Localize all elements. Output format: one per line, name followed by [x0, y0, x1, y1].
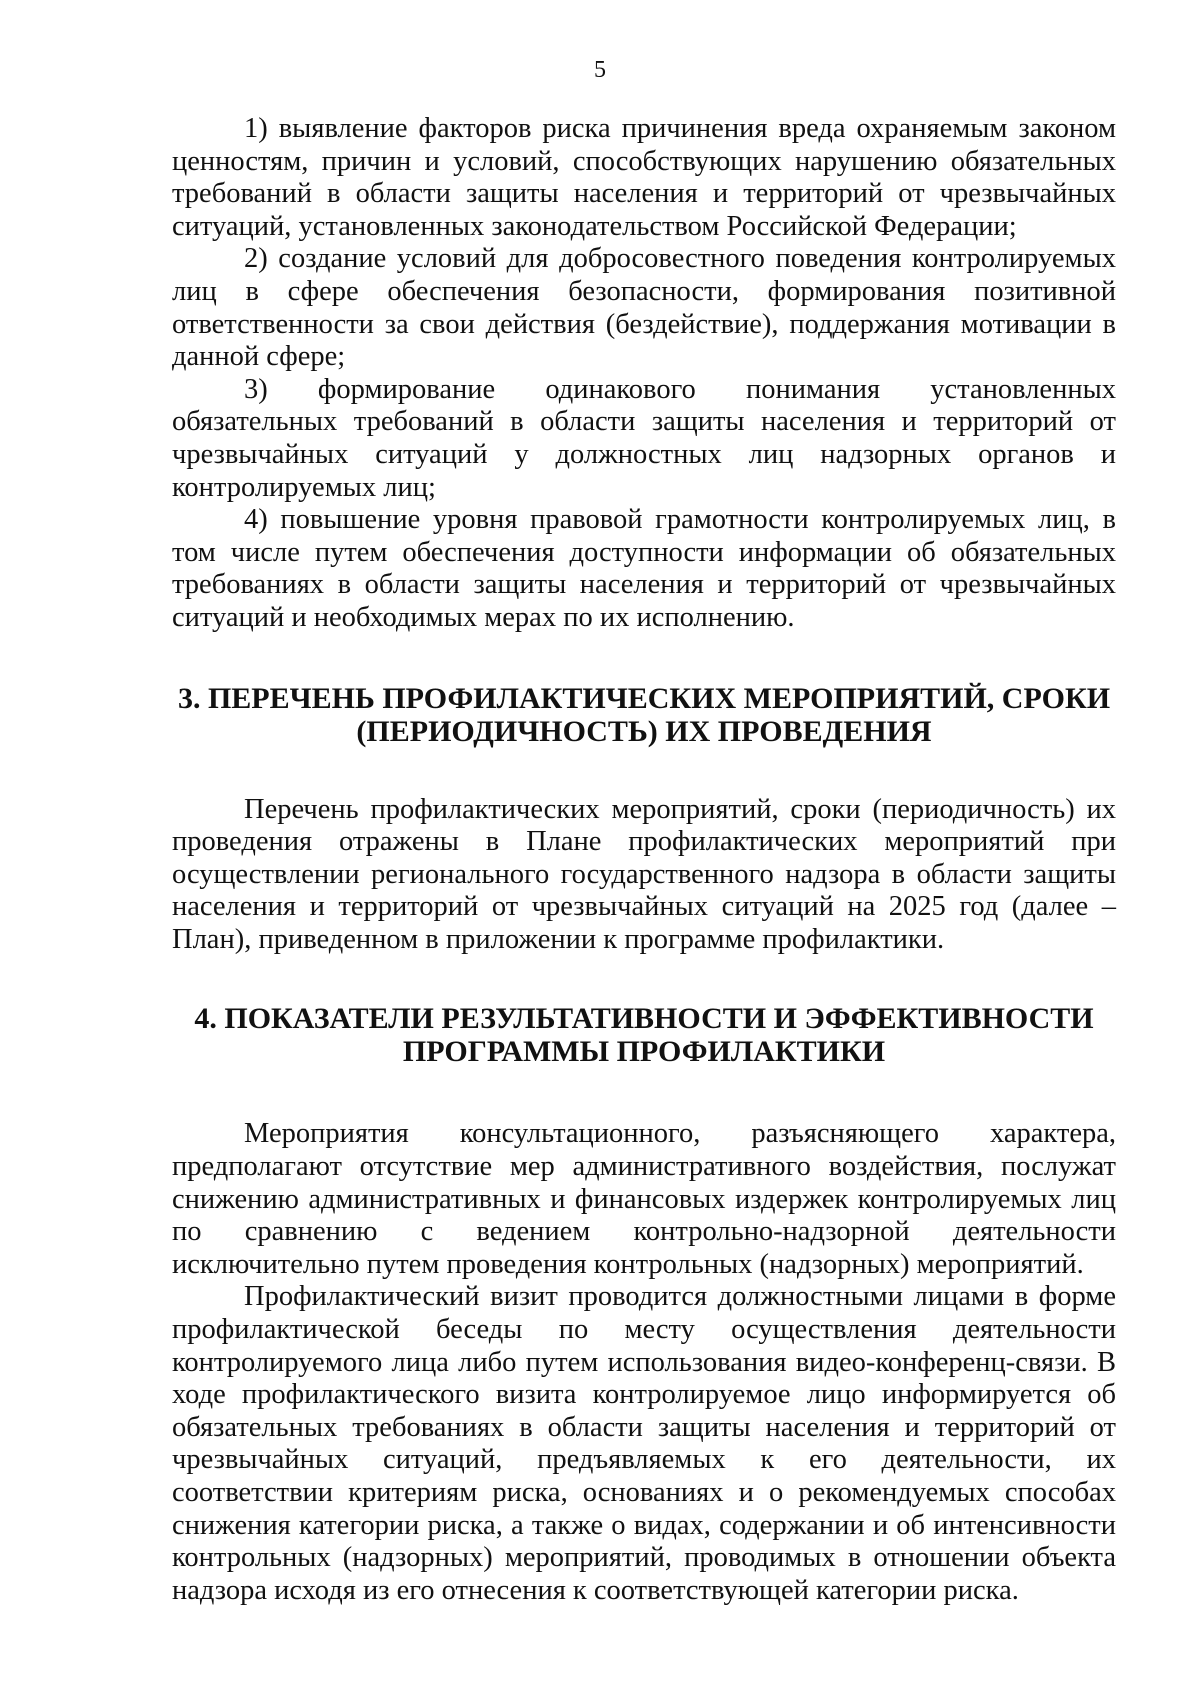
list-item-1: 1) выявление факторов риска причинения вреда охраняемым законом ценностям, причин и условий, способствующих нарушению обязательных требований в области защиты населения и территорий от чрезвычайных ситуаций, установленных законодательством Российской Федерации;	[172, 113, 1116, 242]
list-item-3: 3) формирование одинакового понимания установленных обязательных требований в области защиты населения и территорий от чрезвычайных ситуаций у должностных лиц надзорных органов и контролируемых лиц;	[172, 373, 1116, 503]
section-3-paragraph: Перечень профилактических мероприятий, сроки (периодичность) их проведения отражены в Плане профилактических мероприятий при осуществлении регионального государственного надзора в области защиты населения и территорий от чрезвычайных ситуаций на 2025 год (далее – План), приведенном в приложении к программе профилактики.	[172, 793, 1116, 955]
page-content	[172, 113, 1116, 1607]
section-4-paragraph-1: Мероприятия консультационного, разъясняющего характера, предполагают отсутствие мер административного воздействия, послужат снижению административных и финансовых издержек контролируемых лиц по сравнению с ведением контрольно-надзорной деятельности исключительно путем проведения контрольных (надзорных) мероприятий.	[172, 1118, 1116, 1280]
list-item-2: 2) создание условий для добросовестного поведения контролируемых лиц в сфере обеспечения безопасности, формирования позитивной ответственности за свои действия (бездействие), поддержания мотивации в данной сфере;	[172, 243, 1116, 373]
list-item-4: 4) повышение уровня правовой грамотности контролируемых лиц, в том числе путем обеспечения доступности информации об обязательных требованиях в области защиты населения и территорий от чрезвычайных ситуаций и необходимых мерах по их исполнению.	[172, 504, 1116, 633]
section-3-heading: 3. ПЕРЕЧЕНЬ ПРОФИЛАКТИЧЕСКИХ МЕРОПРИЯТИЙ, СРОКИ (ПЕРИОДИЧНОСТЬ) ИХ ПРОВЕДЕНИЯ	[177, 681, 1111, 748]
section-4-heading: 4. ПОКАЗАТЕЛИ РЕЗУЛЬТАТИВНОСТИ И ЭФФЕКТИВНОСТИ ПРОГРАММЫ ПРОФИЛАКТИКИ	[194, 1002, 1094, 1069]
page-number: 5	[594, 57, 606, 83]
section-4-paragraph-2: Профилактический визит проводится должностными лицами в форме профилактической беседы по месту осуществления деятельности контролируемого лица либо путем использования видео-конференц-связи. В ходе профилактического визита контролируемое лицо информируется об обязательных требованиях в области защиты населения и территорий от чрезвычайных ситуаций, предъявляемых к его деятельности, их соответствии критериям риска, основаниях и о рекомендуемых способах снижения категории риска, а также о видах, содержании и об интенсивности контрольных (надзорных) мероприятий, проводимых в отношении объекта надзора исходя из его отнесения к соответствующей категории риска.	[172, 1281, 1116, 1606]
